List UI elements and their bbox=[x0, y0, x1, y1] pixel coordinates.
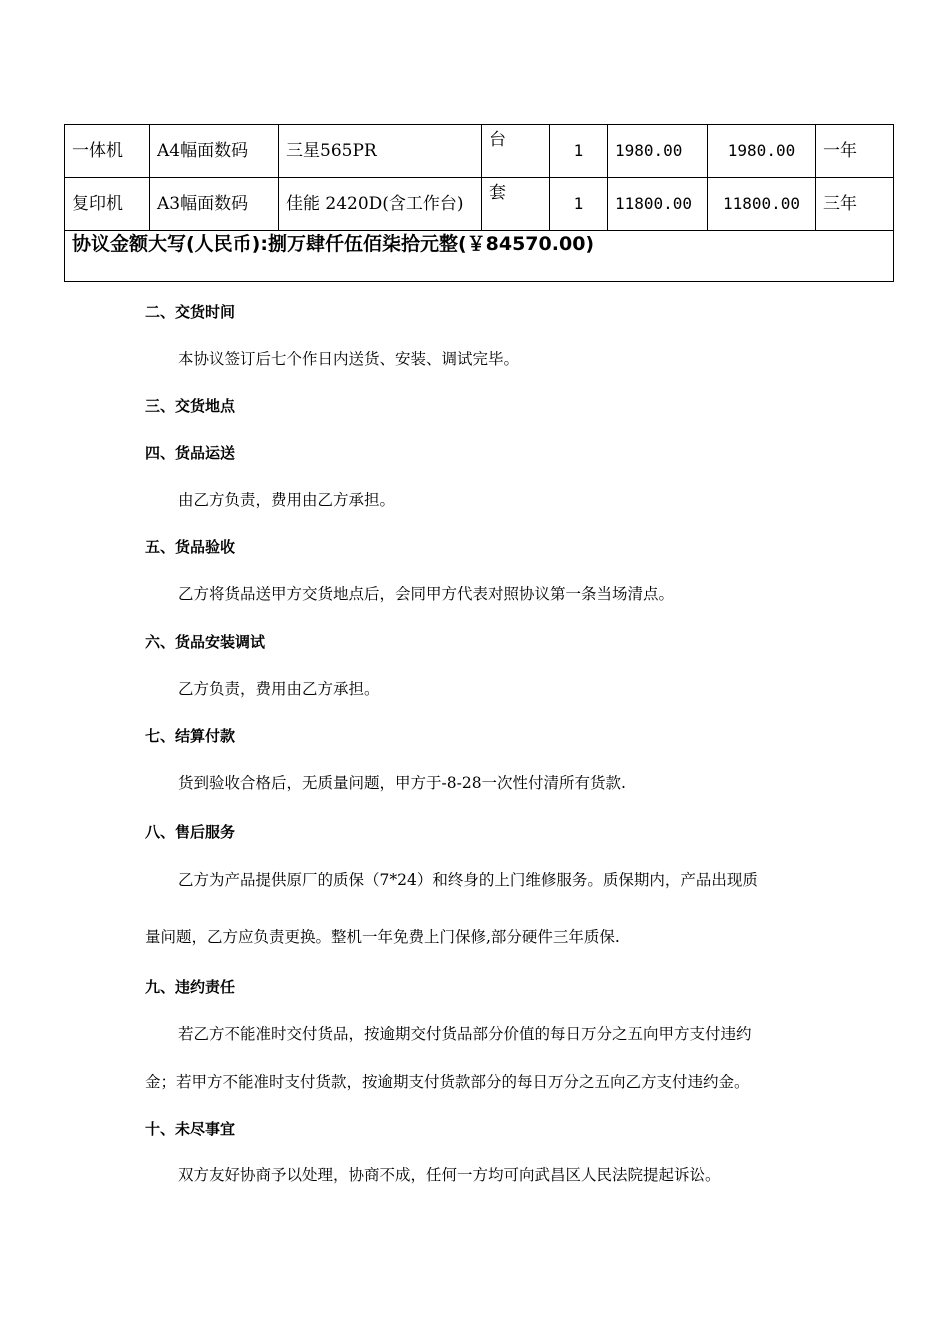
table-row bbox=[65, 178, 894, 231]
total-amount-text: 协议金额大写(人民币):捌万肆仟伍佰柒拾元整(￥84570.00) bbox=[65, 231, 894, 282]
section-paragraph-continued: 量问题，乙方应负责更换。整机一年免费上门保修,部分硬件三年质保. bbox=[145, 928, 620, 946]
section-paragraph: 货到验收合格后，无质量问题，甲方于-8-28一次性付清所有货款. bbox=[178, 774, 626, 792]
item-spec: A4幅面数码 bbox=[150, 125, 279, 178]
section-heading-liability: 九、违约责任 bbox=[145, 978, 236, 996]
item-name: 复印机 bbox=[65, 178, 150, 231]
section-heading-delivery-location: 三、交货地点 bbox=[145, 397, 236, 415]
section-paragraph: 乙方负责，费用由乙方承担。 bbox=[178, 680, 380, 698]
item-qty: 1 bbox=[550, 178, 608, 231]
section-heading-acceptance: 五、货品验收 bbox=[145, 538, 236, 556]
section-paragraph: 乙方将货品送甲方交货地点后，会同甲方代表对照协议第一条当场清点。 bbox=[178, 585, 675, 603]
section-paragraph: 乙方为产品提供原厂的质保（7*24）和终身的上门维修服务。质保期内，产品出现质 bbox=[178, 871, 758, 889]
item-qty: 1 bbox=[550, 125, 608, 178]
section-paragraph-continued: 金；若甲方不能准时支付货款，按逾期支付货款部分的每日万分之五向乙方支付违约金。 bbox=[145, 1073, 750, 1091]
item-model: 三星565PR bbox=[279, 125, 482, 178]
item-model: 佳能 2420D(含工作台) bbox=[279, 178, 482, 231]
item-spec: A3幅面数码 bbox=[150, 178, 279, 231]
item-unit: 台 bbox=[482, 125, 550, 178]
item-price: 11800.00 bbox=[608, 178, 708, 231]
section-paragraph: 本协议签订后七个作日内送货、安装、调试完毕。 bbox=[178, 350, 520, 368]
section-heading-payment: 七、结算付款 bbox=[145, 727, 236, 745]
section-heading-transport: 四、货品运送 bbox=[145, 444, 236, 462]
item-amount: 1980.00 bbox=[708, 125, 816, 178]
item-warranty: 三年 bbox=[816, 178, 894, 231]
section-heading-misc: 十、未尽事宜 bbox=[145, 1120, 236, 1138]
total-row bbox=[65, 231, 894, 282]
section-heading-after-sales: 八、售后服务 bbox=[145, 823, 236, 841]
item-unit: 套 bbox=[482, 178, 550, 231]
item-name: 一体机 bbox=[65, 125, 150, 178]
table-row bbox=[65, 125, 894, 178]
section-heading-delivery-time: 二、交货时间 bbox=[145, 303, 236, 321]
section-paragraph: 若乙方不能准时交付货品，按逾期交付货品部分价值的每日万分之五向甲方支付违约 bbox=[178, 1025, 752, 1043]
item-amount: 11800.00 bbox=[708, 178, 816, 231]
section-paragraph: 由乙方负责，费用由乙方承担。 bbox=[178, 491, 396, 509]
item-warranty: 一年 bbox=[816, 125, 894, 178]
section-paragraph: 双方友好协商予以处理，协商不成，任何一方均可向武昌区人民法院提起诉讼。 bbox=[178, 1166, 721, 1184]
section-heading-installation: 六、货品安装调试 bbox=[145, 633, 266, 651]
item-price: 1980.00 bbox=[608, 125, 708, 178]
items-table bbox=[64, 124, 894, 282]
